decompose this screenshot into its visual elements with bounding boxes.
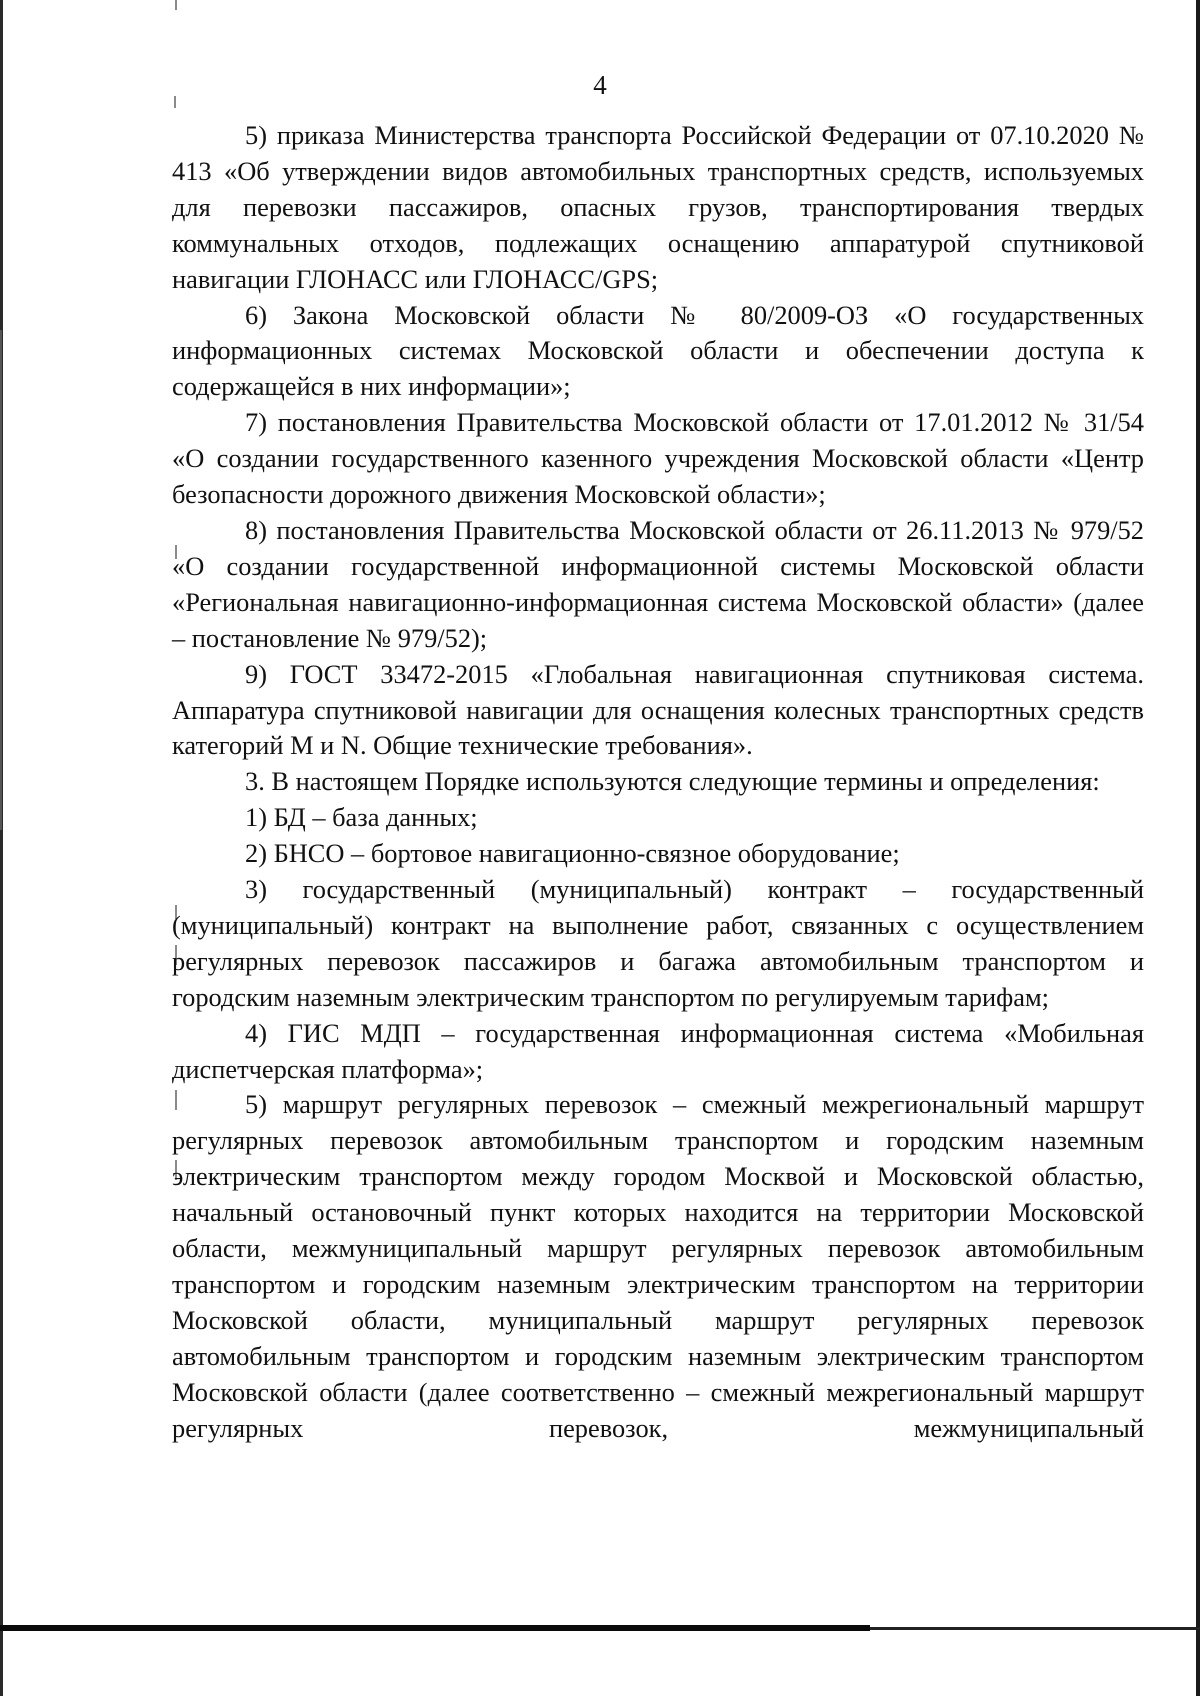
scan-mark	[175, 0, 177, 10]
paragraph-term-3: 3) государственный (муниципальный) контракт – государственный (муниципальный) контракт на выполнение работ, связанных с осуществлением регулярных перевозок пассажиров и багажа автомобильным транспортом и городским наземным электрическим транспортом по регулируемым тарифам;	[172, 874, 1144, 1012]
scan-left-shadow	[0, 330, 2, 830]
scan-bottom-edge	[0, 1625, 870, 1631]
paragraph-item-9-gost: 9) ГОСТ 33472-2015 «Глобальная навигационная спутниковая система. Аппаратура спутниковой навигации для оснащения колесных транспортных средств категорий M и N. Общие технические требования».	[172, 658, 1144, 761]
paragraph-section-3: 3. В настоящем Порядке используются следующие термины и определения:	[245, 766, 1100, 797]
page-number: 4	[593, 70, 607, 100]
scan-left-edge	[0, 0, 3, 1696]
paragraph-item-8-resolution: 8) постановления Правительства Московской области от 26.11.2013 № 979/52 «О создании государственной информационной системы Московской области «Региональная навигационно-информационная система Московской области» (далее – постановление № 979/52);	[172, 514, 1144, 653]
paragraph-term-1: 1) БД – база данных;	[245, 802, 478, 833]
paragraph-item-5-order: 5) приказа Министерства транспорта Российской Федерации от 07.10.2020 № 413 «Об утверждении видов автомобильных транспортных средств, используемых для перевозки пассажиров, опасных грузов, транспортирования твердых коммунальных отходов, подлежащих оснащению аппаратурой спутниковой навигации ГЛОНАСС или ГЛОНАСС/GPS;	[172, 120, 1144, 294]
paragraph-term-5: 5) маршрут регулярных перевозок – смежный межрегиональный маршрут регулярных перевозок автомобильным транспортом и городским наземным электрическим транспортом между городом Москвой и Московской областью, начальный остановочный пункт которых находится на территории Московской области, межмуниципальный маршрут регулярных перевозок автомобильным транспортом и городским наземным электрическим транспортом на территории Московской области, муниципальный маршрут регулярных перевозок автомобильным транспортом и городским наземным электрическим транспортом Московской области (далее соответственно – смежный межрегиональный маршрут регулярных перевозок, межмуниципальный	[172, 1089, 1144, 1443]
scan-bottom-edge-thin	[870, 1627, 1200, 1630]
scan-right-edge	[1196, 0, 1200, 1696]
paragraph-term-4: 4) ГИС МДП – государственная информационная система «Мобильная диспетчерская платформа»;	[172, 1017, 1144, 1084]
document-body	[172, 118, 1144, 1447]
paragraph-term-2: 2) БНСО – бортовое навигационно-связное оборудование;	[245, 838, 900, 869]
paragraph-item-6-law: 6) Закона Московской области № 80/2009-ОЗ «О государственных информационных системах Московской области и обеспечении доступа к содержащейся в них информации»;	[172, 299, 1144, 402]
paragraph-item-7-resolution: 7) постановления Правительства Московской области от 17.01.2012 № 31/54 «О создании государственного казенного учреждения Московской области «Центр безопасности дорожного движения Московской области»;	[172, 407, 1144, 510]
